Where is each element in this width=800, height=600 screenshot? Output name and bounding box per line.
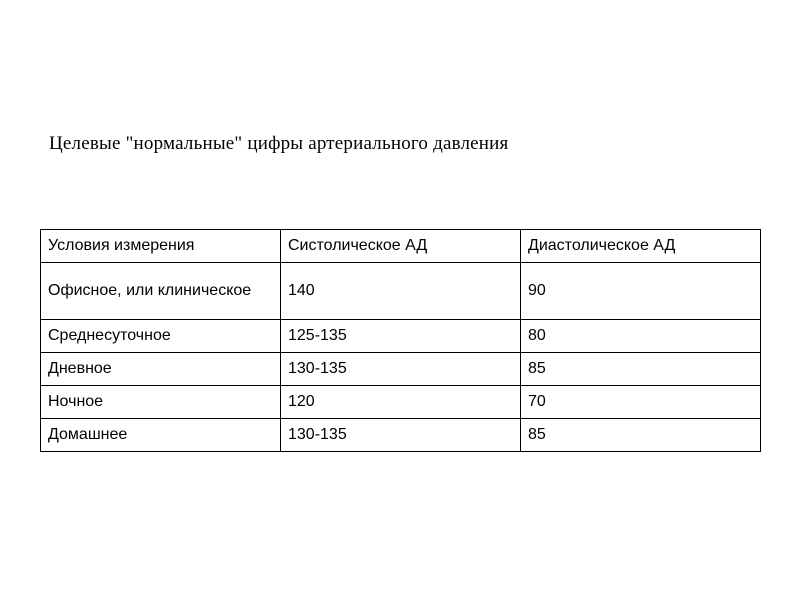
header-cell-conditions: Условия измерения — [41, 230, 281, 263]
table-cell-condition: Ночное — [41, 386, 281, 419]
blood-pressure-table — [40, 229, 761, 452]
table-cell-condition: Дневное — [41, 353, 281, 386]
table-cell-systolic: 130-135 — [281, 353, 521, 386]
table-cell-systolic: 125-135 — [281, 320, 521, 353]
table-cell-diastolic: 85 — [521, 353, 761, 386]
slide-title: Целевые "нормальные" цифры артериального давления — [49, 133, 509, 154]
table-header-row — [41, 230, 761, 263]
table-cell-diastolic: 70 — [521, 386, 761, 419]
table-cell-diastolic: 80 — [521, 320, 761, 353]
header-cell-systolic: Систолическое АД — [281, 230, 521, 263]
table-cell-diastolic: 85 — [521, 419, 761, 452]
table-cell-condition: Домашнее — [41, 419, 281, 452]
table-cell-condition: Офисное, или клиническое — [41, 263, 281, 320]
table-cell-systolic: 120 — [281, 386, 521, 419]
table-row — [41, 320, 761, 353]
table-cell-condition: Среднесуточное — [41, 320, 281, 353]
table-row — [41, 263, 761, 320]
table-row — [41, 386, 761, 419]
table-row — [41, 419, 761, 452]
table-row — [41, 353, 761, 386]
table-cell-systolic: 130-135 — [281, 419, 521, 452]
table-cell-diastolic: 90 — [521, 263, 761, 320]
header-cell-diastolic: Диастолическое АД — [521, 230, 761, 263]
table-cell-systolic: 140 — [281, 263, 521, 320]
